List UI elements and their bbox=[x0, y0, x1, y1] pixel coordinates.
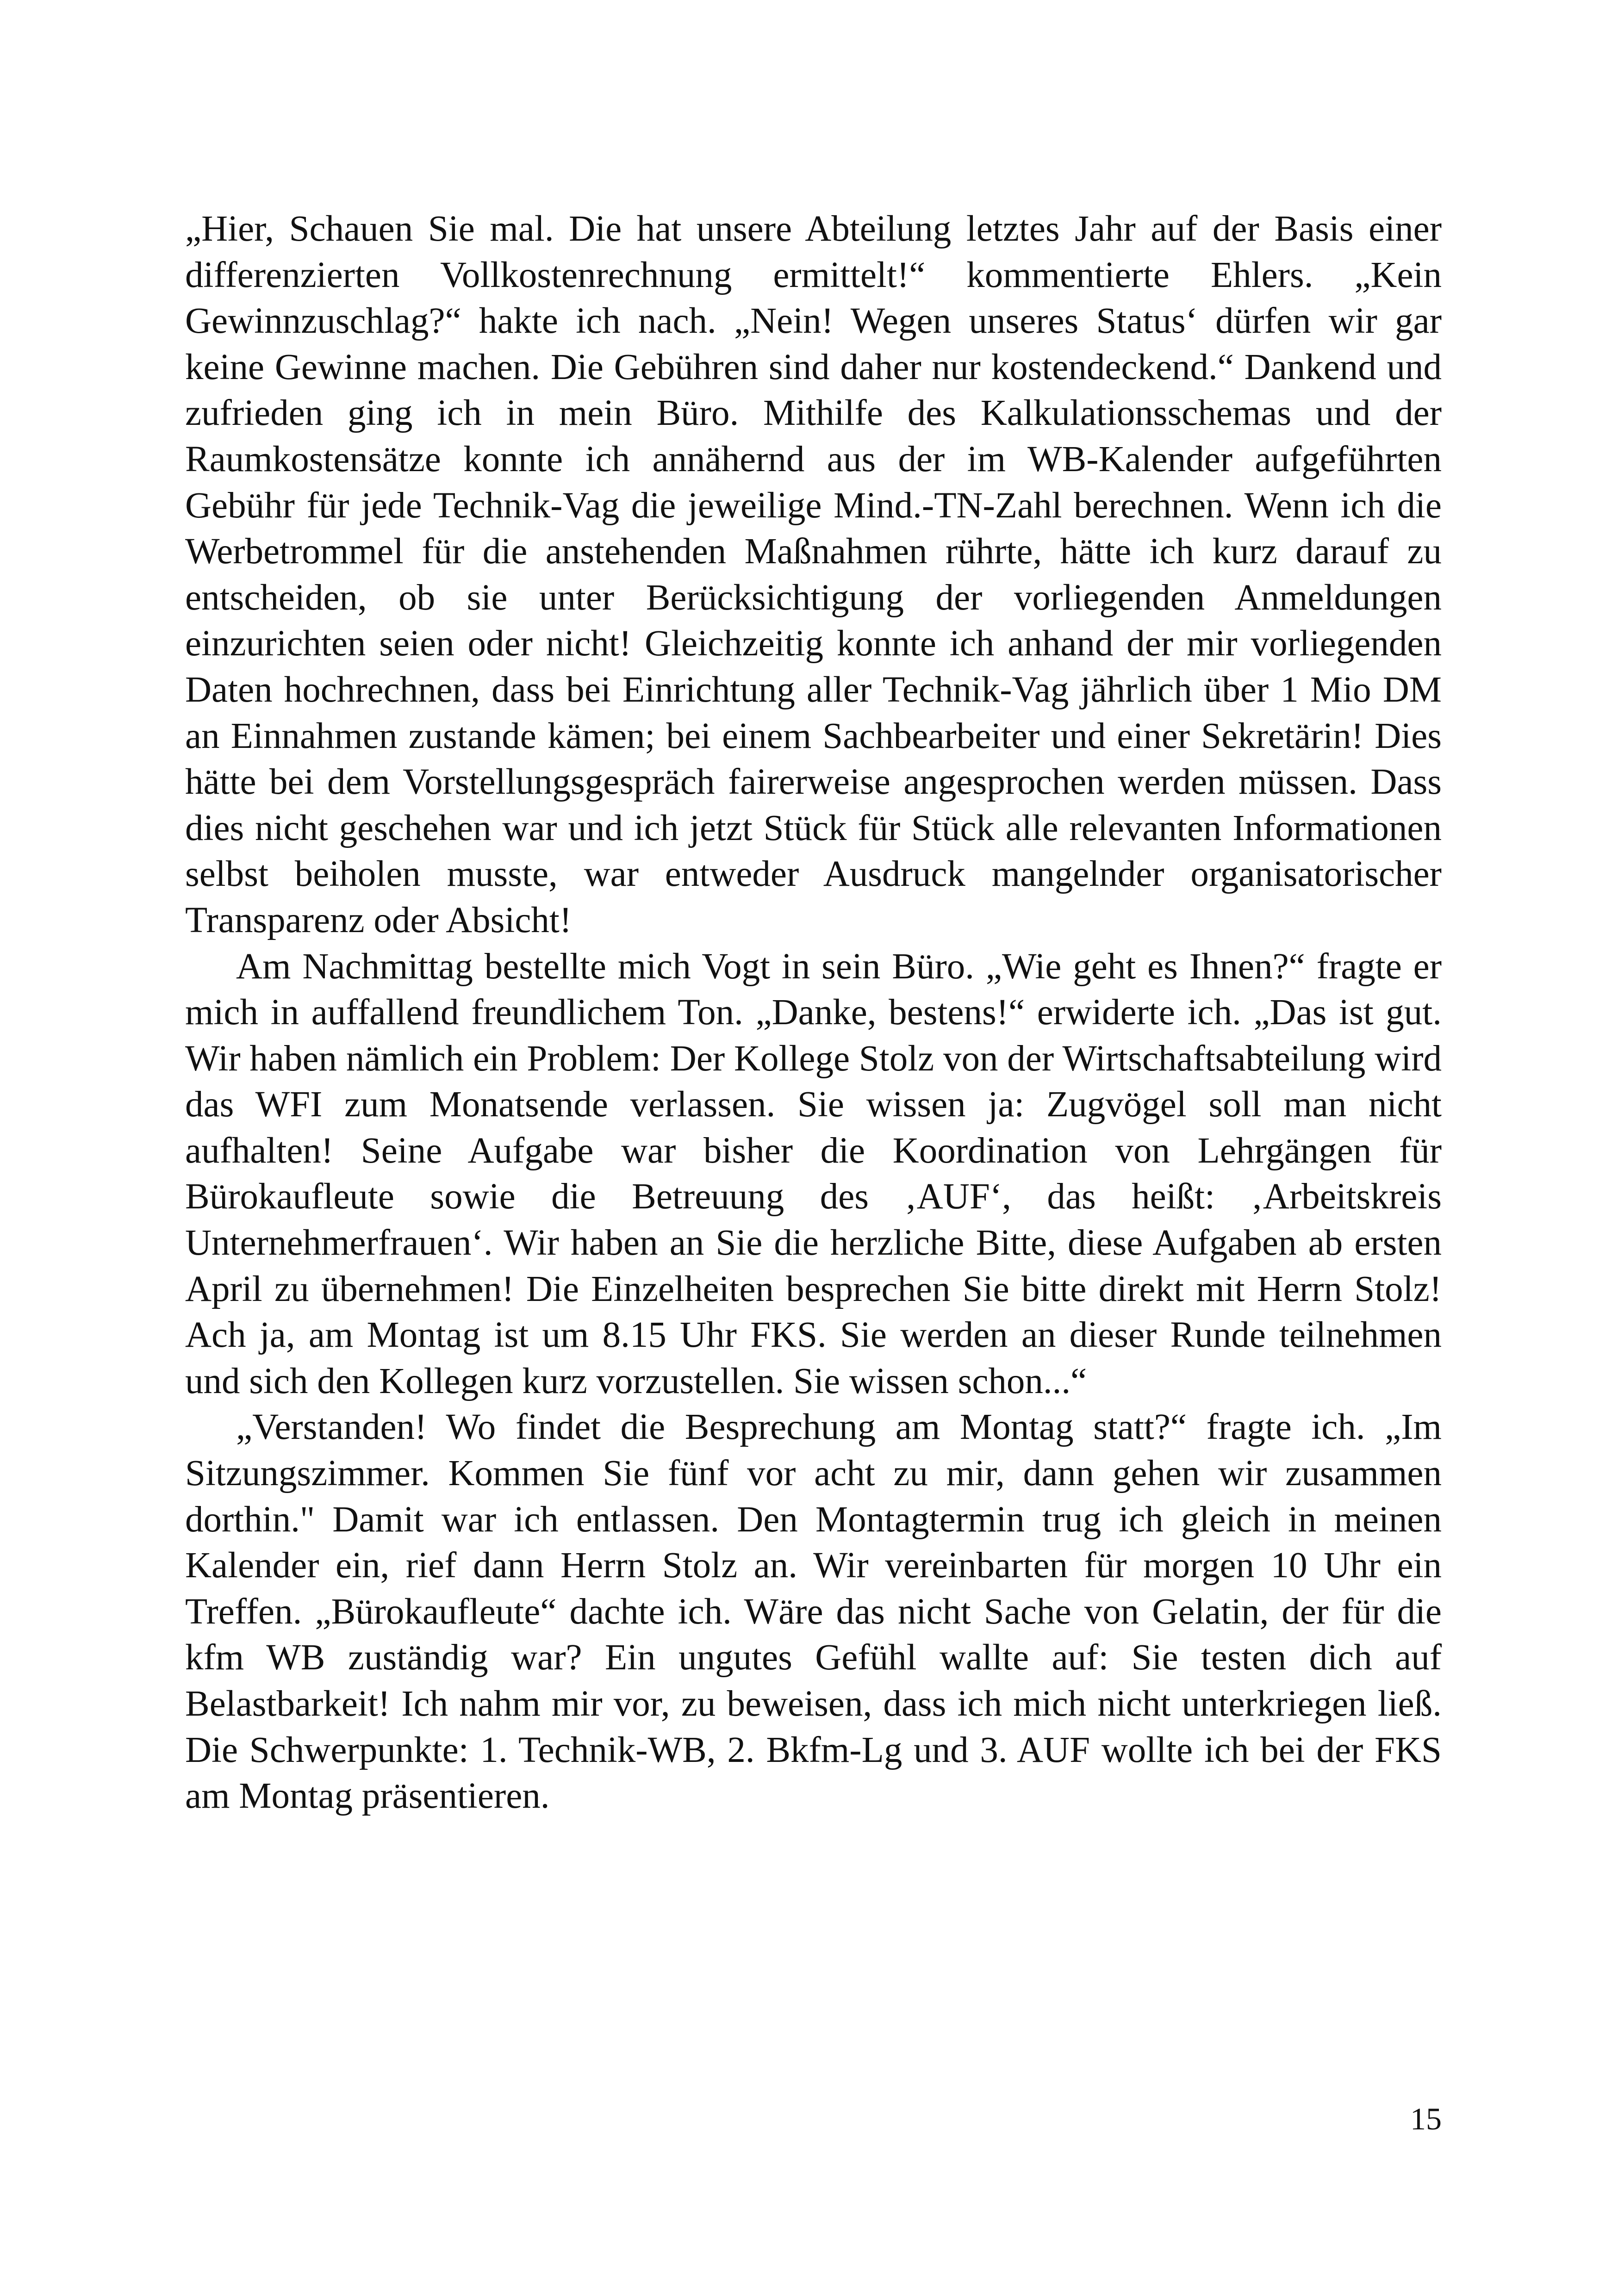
body-text bbox=[185, 206, 1442, 1819]
paragraph-3: „Verstanden! Wo findet die Besprechung am Montag statt?“ fragte ich. „Im Sitzungszimmer. Kommen Sie fünf vor acht zu mir, dann gehen wir zusammen dorthin." Damit war ich entlassen. Den Montagtermin trug ich gleich in meinen Kalender ein, rief dann Herrn Stolz an. Wir vereinbarten für morgen 10 Uhr ein Treffen. „Bürokaufleute“ dachte ich. Wäre das nicht Sache von Gelatin, der für die kfm WB zuständig war? Ein ungutes Gefühl wallte auf: Sie testen dich auf Belastbarkeit! Ich nahm mir vor, zu beweisen, dass ich mich nicht unterkriegen ließ. Die Schwerpunkte: 1. Technik-WB, 2. Bkfm-Lg und 3. AUF wollte ich bei der FKS am Montag präsentieren. bbox=[185, 1407, 1442, 1817]
paragraph-2: Am Nachmittag bestellte mich Vogt in sein Büro. „Wie geht es Ihnen?“ fragte er mich in auffallend freundlichem Ton. „Danke, bestens!“ erwiderte ich. „Das ist gut. Wir haben nämlich ein Problem: Der Kollege Stolz von der Wirtschaftsabteilung wird das WFI zum Monatsende verlassen. Sie wissen ja: Zugvögel soll man nicht aufhalten! Seine Aufgabe war bisher die Koordination von Lehrgängen für Bürokaufleute sowie die Betreuung des ‚AUF‘, das heißt: ‚Arbeitskreis Unternehmerfrauen‘. Wir haben an Sie die herzliche Bitte, diese Aufgaben ab ersten April zu übernehmen! Die Einzelheiten besprechen Sie bitte direkt mit Herrn Stolz! Ach ja, am Montag ist um 8.15 Uhr FKS. Sie werden an dieser Runde teilnehmen und sich den Kollegen kurz vorzustellen. Sie wissen schon...“ bbox=[185, 946, 1442, 1401]
paragraph-1: „Hier, Schauen Sie mal. Die hat unsere Abteilung letztes Jahr auf der Basis einer differenzierten Vollkostenrechnung ermittelt!“ kommentierte Ehlers. „Kein Gewinnzuschlag?“ hakte ich nach. „Nein! Wegen unseres Status‘ dürfen wir gar keine Gewinne machen. Die Gebühren sind daher nur kostendeckend.“ Dankend und zufrieden ging ich in mein Büro. Mithilfe des Kalkulationsschemas und der Raumkostensätze konnte ich annähernd aus der im WB-Kalender aufgeführten Gebühr für jede Technik-Vag die jeweilige Mind.-TN-Zahl berechnen. Wenn ich die Werbetrommel für die anstehenden Maßnahmen rührte, hätte ich kurz darauf zu entscheiden, ob sie unter Berücksichtigung der vorliegenden Anmeldungen einzurichten seien oder nicht! Gleichzeitig konnte ich anhand der mir vorliegenden Daten hochrechnen, dass bei Einrichtung aller Technik-Vag jährlich über 1 Mio DM an Einnahmen zustande kämen; bei einem Sachbearbeiter und einer Sekretärin! Dies hätte bei dem Vorstellungsgespräch fairerweise angesprochen werden müssen. Dass dies nicht geschehen war und ich jetzt Stück für Stück alle relevanten Informationen selbst beiholen musste, war entweder Ausdruck mangelnder organisatorischer Transparenz oder Absicht! bbox=[185, 209, 1442, 940]
page-number: 15 bbox=[1410, 2101, 1442, 2136]
